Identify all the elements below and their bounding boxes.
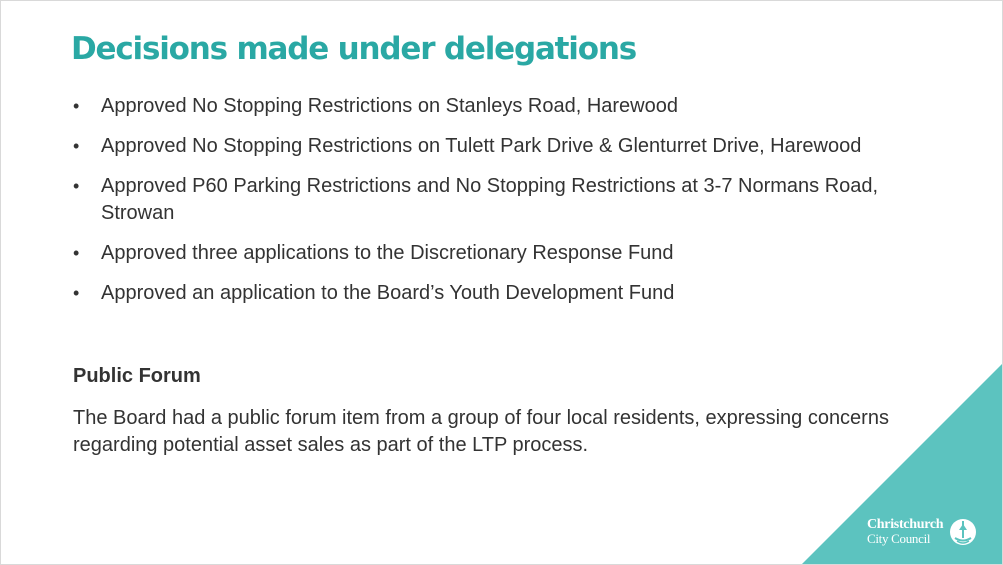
list-item — [73, 173, 953, 227]
logo-line2: City Council — [867, 531, 931, 546]
slide-title: Decisions made under delegations — [71, 31, 636, 67]
bullet-icon: • — [73, 243, 80, 263]
bullet-icon: • — [73, 96, 80, 116]
bullet-icon: • — [73, 136, 80, 156]
list-item-text: Approved P60 Parking Restrictions and No Stopping Restrictions at 3-7 Normans Road, Strowan — [101, 175, 879, 224]
list-item-text: Approved three applications to the Discretionary Response Fund — [101, 242, 674, 264]
list-item — [73, 240, 953, 267]
list-item-text: Approved an application to the Board’s Youth Development Fund — [101, 282, 675, 304]
public-forum-heading: Public Forum — [73, 365, 201, 387]
list-item-text: Approved No Stopping Restrictions on Tulett Park Drive & Glenturret Drive, Harewood — [101, 135, 862, 157]
list-item — [73, 133, 953, 160]
list-item-text: Approved No Stopping Restrictions on Stanleys Road, Harewood — [101, 95, 678, 117]
council-logo — [867, 518, 977, 546]
cathedral-icon — [949, 518, 977, 546]
list-item — [73, 280, 953, 307]
list-item — [73, 93, 953, 120]
public-forum-text: The Board had a public forum item from a group of four local residents, expressing concerns regarding potential asset sales as part of the LTP process. — [73, 407, 889, 456]
logo-line1: Christchurch — [867, 517, 944, 532]
logo-text — [867, 518, 943, 546]
bullet-icon: • — [73, 283, 80, 303]
bullet-icon: • — [73, 176, 80, 196]
decision-list — [73, 93, 953, 320]
